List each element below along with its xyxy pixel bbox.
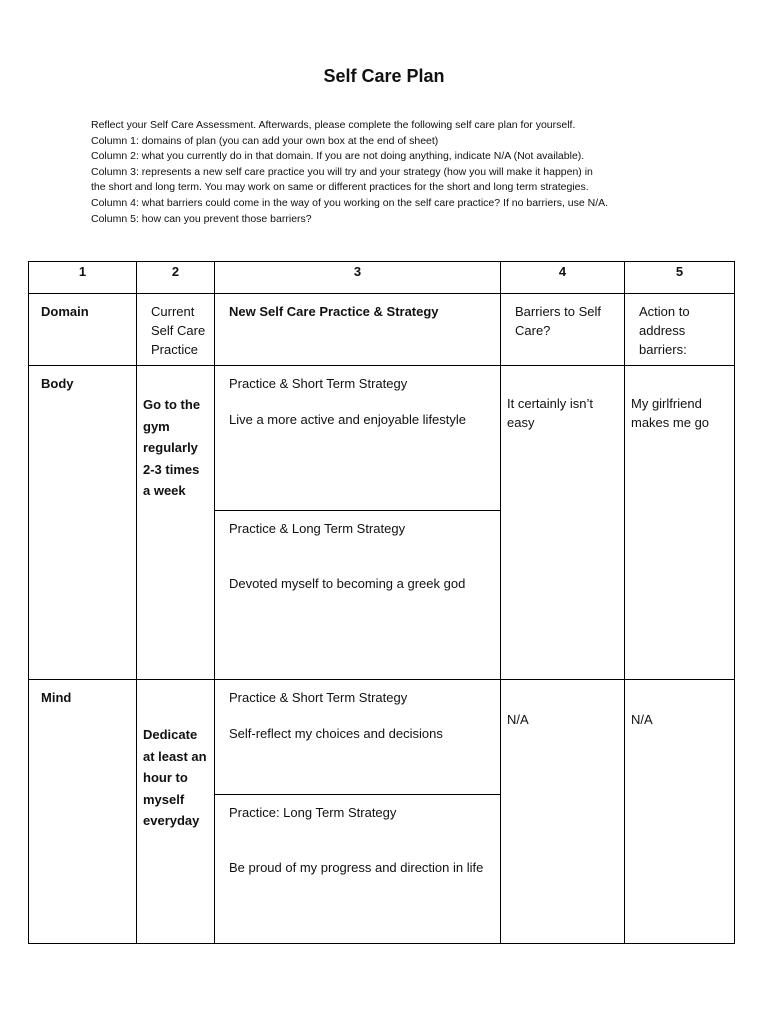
short-term-section [215,366,500,511]
short-term-heading: Practice & Short Term Strategy [229,376,408,391]
long-term-heading: Practice & Long Term Strategy [229,521,406,536]
short-term-text: Live a more active and enjoyable lifestyle [229,412,467,427]
instructions-block [91,118,731,227]
header-action [625,294,735,366]
column-number: 5 [625,262,735,294]
column-number: 2 [137,262,215,294]
header-domain [29,294,137,366]
self-care-plan-table [28,261,735,944]
header-current [137,294,215,366]
table-row [29,366,735,680]
current-practice-cell [137,366,215,680]
long-term-section [215,795,500,943]
column-number: 1 [29,262,137,294]
barriers-cell [501,680,625,944]
instruction-line: Column 4: what barriers could come in the way of you working on the self care practice? If no barriers, use N/A. [91,196,609,209]
current-practice-text: Go to the gym regularly 2-3 times a week [143,397,201,498]
header-current-label: Current Self Care Practice [151,304,206,357]
action-cell [625,366,735,680]
domain-label: Body [41,376,74,391]
domain-cell [29,366,137,680]
instruction-line: Column 2: what you currently do in that domain. If you are not doing anything, indicate N/A (Not available). [91,150,585,163]
domain-label: Mind [41,690,72,705]
header-barriers-label: Barriers to Self Care? [515,304,601,338]
header-new-practice [215,294,501,366]
barriers-cell [501,366,625,680]
column-number: 3 [215,262,501,294]
header-domain-label: Domain [41,304,89,319]
instruction-line: Column 3: represents a new self care practice you will try and your strategy (how you will make it happen) in [91,165,593,178]
header-action-label: Action to address barriers: [639,304,690,357]
barriers-text: N/A [507,712,529,727]
domain-cell [29,680,137,944]
current-practice-cell [137,680,215,944]
column-number-row [29,262,735,294]
header-new-practice-label: New Self Care Practice & Strategy [229,304,439,319]
header-row [29,294,735,366]
long-term-text: Devoted myself to becoming a greek god [229,576,466,591]
long-term-heading: Practice: Long Term Strategy [229,805,397,820]
short-term-heading: Practice & Short Term Strategy [229,690,408,705]
action-cell [625,680,735,944]
new-practice-cell [215,366,501,680]
new-practice-cell [215,680,501,944]
short-term-section [215,680,500,795]
action-text: N/A [631,712,653,727]
long-term-text: Be proud of my progress and direction in life [229,860,484,875]
barriers-text: It certainly isn’t easy [507,396,593,430]
instruction-line: the short and long term. You may work on same or different practices for the short and long term strategies. [91,181,589,194]
long-term-section [215,511,500,679]
table-row [29,680,735,944]
column-number: 4 [501,262,625,294]
current-practice-text: Dedicate at least an hour to myself everyday [143,727,207,828]
action-text: My girlfriend makes me go [631,396,710,430]
instruction-line: Reflect your Self Care Assessment. Afterwards, please complete the following self care plan for yourself. [91,119,576,131]
header-barriers [501,294,625,366]
short-term-text: Self-reflect my choices and decisions [229,726,443,741]
document-title: Self Care Plan [323,66,445,86]
instruction-line: Column 5: how can you prevent those barriers? [91,212,312,225]
instruction-line: Column 1: domains of plan (you can add your own box at the end of sheet) [91,134,439,147]
